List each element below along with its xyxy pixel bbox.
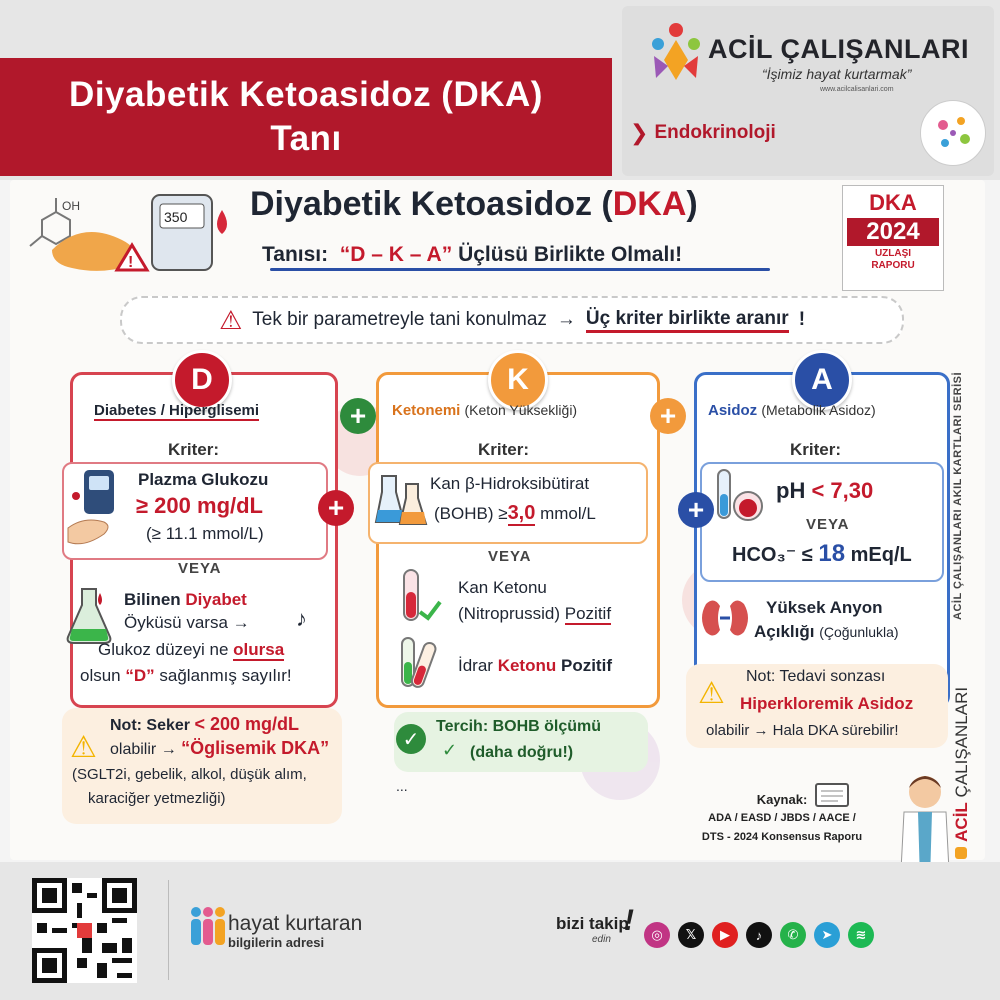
kidney-icon: [700, 596, 750, 640]
badge-line2: RAPORU: [871, 260, 915, 271]
brand-logo-icon: [646, 20, 706, 90]
blood-ketone-line1: Kan Ketonu: [458, 578, 547, 597]
arrow-right-icon: →: [556, 309, 576, 330]
urine-tube-icon: [396, 636, 446, 692]
category-link[interactable]: [630, 120, 776, 146]
plus-icon-dk: +: [340, 398, 376, 434]
column-d-kriter: Kriter:: [168, 440, 220, 459]
column-k-title: Ketonemi (Keton Yüksekliği): [392, 402, 578, 419]
svg-text:350: 350: [164, 209, 188, 225]
x-icon[interactable]: 𝕏: [678, 922, 704, 948]
infographic-subtitle: Tanısı: “D – K – A” Üçlüsü Birlikte Olmalı!: [262, 243, 683, 266]
gap-line2: Açıklığı (Çoğunlukla): [754, 622, 899, 641]
gap-line1: Yüksek Anyon: [766, 598, 883, 617]
ph-test-icon: [712, 468, 766, 526]
follow-us-sub: edin: [592, 934, 611, 945]
letter-d-badge: D: [172, 350, 232, 410]
history-line4: olsun “D” sağlanmış sayılır!: [80, 666, 292, 685]
warning-emphasis: Üç kriter birlikte aranır: [586, 308, 789, 333]
footer-slogan-title: hayat kurtaran: [228, 912, 363, 935]
youtube-icon[interactable]: ▶: [712, 922, 738, 948]
subtitle-underline: [270, 268, 770, 271]
report-badge: [842, 185, 944, 291]
follow-us-mark: !: [624, 904, 634, 937]
glucose-mmol: (≥ 11.1 mmol/L): [146, 524, 264, 543]
footer-divider: [168, 880, 169, 980]
badge-line1: UZLAŞI: [874, 248, 912, 259]
illustration-pancreas-glucometer: [22, 190, 252, 285]
bohb-line1: Kan β-Hidroksibütirat: [430, 474, 590, 493]
svg-text:!: !: [128, 254, 134, 271]
plus-icon-d: +: [318, 490, 354, 526]
plus-icon-a: +: [678, 492, 714, 528]
check-icon: ✓: [442, 740, 458, 760]
glucose-value: ≥ 200 mg/dL: [136, 493, 263, 518]
column-a-kriter: Kriter:: [790, 440, 842, 459]
warning-row: [120, 296, 904, 344]
column-k-kriter: Kriter:: [478, 440, 530, 459]
note-d-line1: Not: Seker < 200 mg/dL: [110, 714, 300, 734]
history-line1: Bilinen Diyabet: [124, 590, 247, 609]
document-icon: [814, 782, 850, 808]
history-line3: Glukoz düzeyi ne olursa: [98, 640, 285, 659]
preference-line1: Tercih: BOHB ölçümü: [436, 718, 602, 735]
telegram-icon[interactable]: ➤: [814, 922, 840, 948]
page-title-banner: [0, 58, 612, 176]
page-title-line2: Tanı: [270, 119, 342, 158]
spotify-icon[interactable]: ≋: [848, 922, 874, 948]
note-a-line1: Not: Tedavi sonzası: [746, 668, 886, 685]
whatsapp-icon[interactable]: ✆: [780, 922, 806, 948]
preference-line2: (daha doğru!): [470, 744, 574, 761]
warning-text: Tek bir parametreyle tani konulmaz: [252, 309, 547, 330]
category-icon: [920, 100, 986, 166]
blood-tube-icon: [396, 568, 442, 624]
category-label: Endokrinoloji: [654, 122, 776, 143]
tiktok-icon[interactable]: ♪: [746, 922, 772, 948]
brand-url[interactable]: www.acilcalisanlari.com: [820, 86, 894, 93]
column-k-veya: VEYA: [488, 548, 532, 565]
qr-code[interactable]: [32, 878, 137, 983]
brand-name: ACİL ÇALIŞANLARI: [708, 34, 969, 64]
glucometer-finger-icon: [64, 468, 128, 552]
sources-line2: DTS - 2024 Konsensus Raporu: [701, 831, 863, 843]
badge-year: 2024: [847, 218, 939, 246]
note-a-line3: olabilir → Hala DKA sürebilir!: [706, 722, 899, 739]
beakers-icon: [374, 470, 430, 530]
follow-us-label: bizi takip: [556, 914, 629, 933]
column-a-title: Asidoz (Metabolik Asidoz): [708, 402, 876, 419]
note-a-line2: Hiperkloremik Asidoz: [740, 694, 914, 713]
bohb-line2: (BOHB) ≥3,0 mmol/L: [434, 502, 596, 524]
series-side-text: ACİL ÇALIŞANLARI AKIL KARTLARI SERİSİ: [952, 371, 964, 620]
brand-slogan: “İşimiz hayat kurtarmak”: [762, 66, 912, 82]
ellipsis-text: ...: [396, 778, 408, 794]
ph-value: pH < 7,30: [776, 478, 874, 503]
note-d-line3: (SGLT2i, gebelik, alkol, düşük alım,: [72, 766, 307, 783]
letter-a-badge: A: [792, 350, 852, 410]
note-d-line4: karaciğer yetmezliği): [88, 790, 226, 807]
note-d-line2: olabilir → “Öglisemik DKA”: [110, 738, 330, 758]
flask-icon: [64, 585, 114, 645]
warning-icon: ⚠: [218, 304, 243, 335]
sources-line1: ADA / EASD / JBDS / AACE /: [708, 812, 856, 824]
plus-icon-ka: +: [650, 398, 686, 434]
column-d-title: Diabetes / Hiperglisemi: [94, 402, 260, 419]
badge-dka: DKA: [869, 190, 917, 215]
svg-text:OH: OH: [62, 199, 80, 213]
check-circle-icon: ✓: [396, 724, 426, 754]
blood-ketone-line2: (Nitroprussid) Pozitif: [458, 604, 612, 623]
glucose-label: Plazma Glukozu: [138, 470, 269, 489]
footer-slogan-sub: bilgilerin adresi: [228, 935, 325, 950]
warning-icon-a-note: ⚠: [698, 677, 725, 710]
column-a-veya: VEYA: [806, 516, 850, 533]
infographic-title: Diyabetik Ketoasidoz (DKA): [250, 185, 698, 223]
urine-ketone: İdrar Ketonu Pozitif: [458, 656, 612, 675]
hco3-value: HCO₃⁻ ≤ 18 mEq/L: [732, 540, 912, 567]
design-side-text: ACİL ÇALIŞANLARI: [952, 687, 972, 920]
sources-label: Kaynak:: [756, 792, 808, 807]
warning-icon-d-note: ⚠: [70, 731, 97, 764]
page-title-line1: Diyabetik Ketoasidoz (DKA): [69, 75, 543, 114]
column-d-veya: VEYA: [178, 560, 222, 577]
people-icon: [188, 904, 228, 950]
chevron-right-icon: ❯: [630, 120, 649, 145]
letter-k-badge: K: [488, 350, 548, 410]
history-line2: Öyküsü varsa →: [124, 613, 250, 632]
warning-end: !: [798, 309, 806, 330]
instagram-icon[interactable]: ◎: [644, 922, 670, 948]
music-note-icon: ♪: [296, 606, 307, 631]
